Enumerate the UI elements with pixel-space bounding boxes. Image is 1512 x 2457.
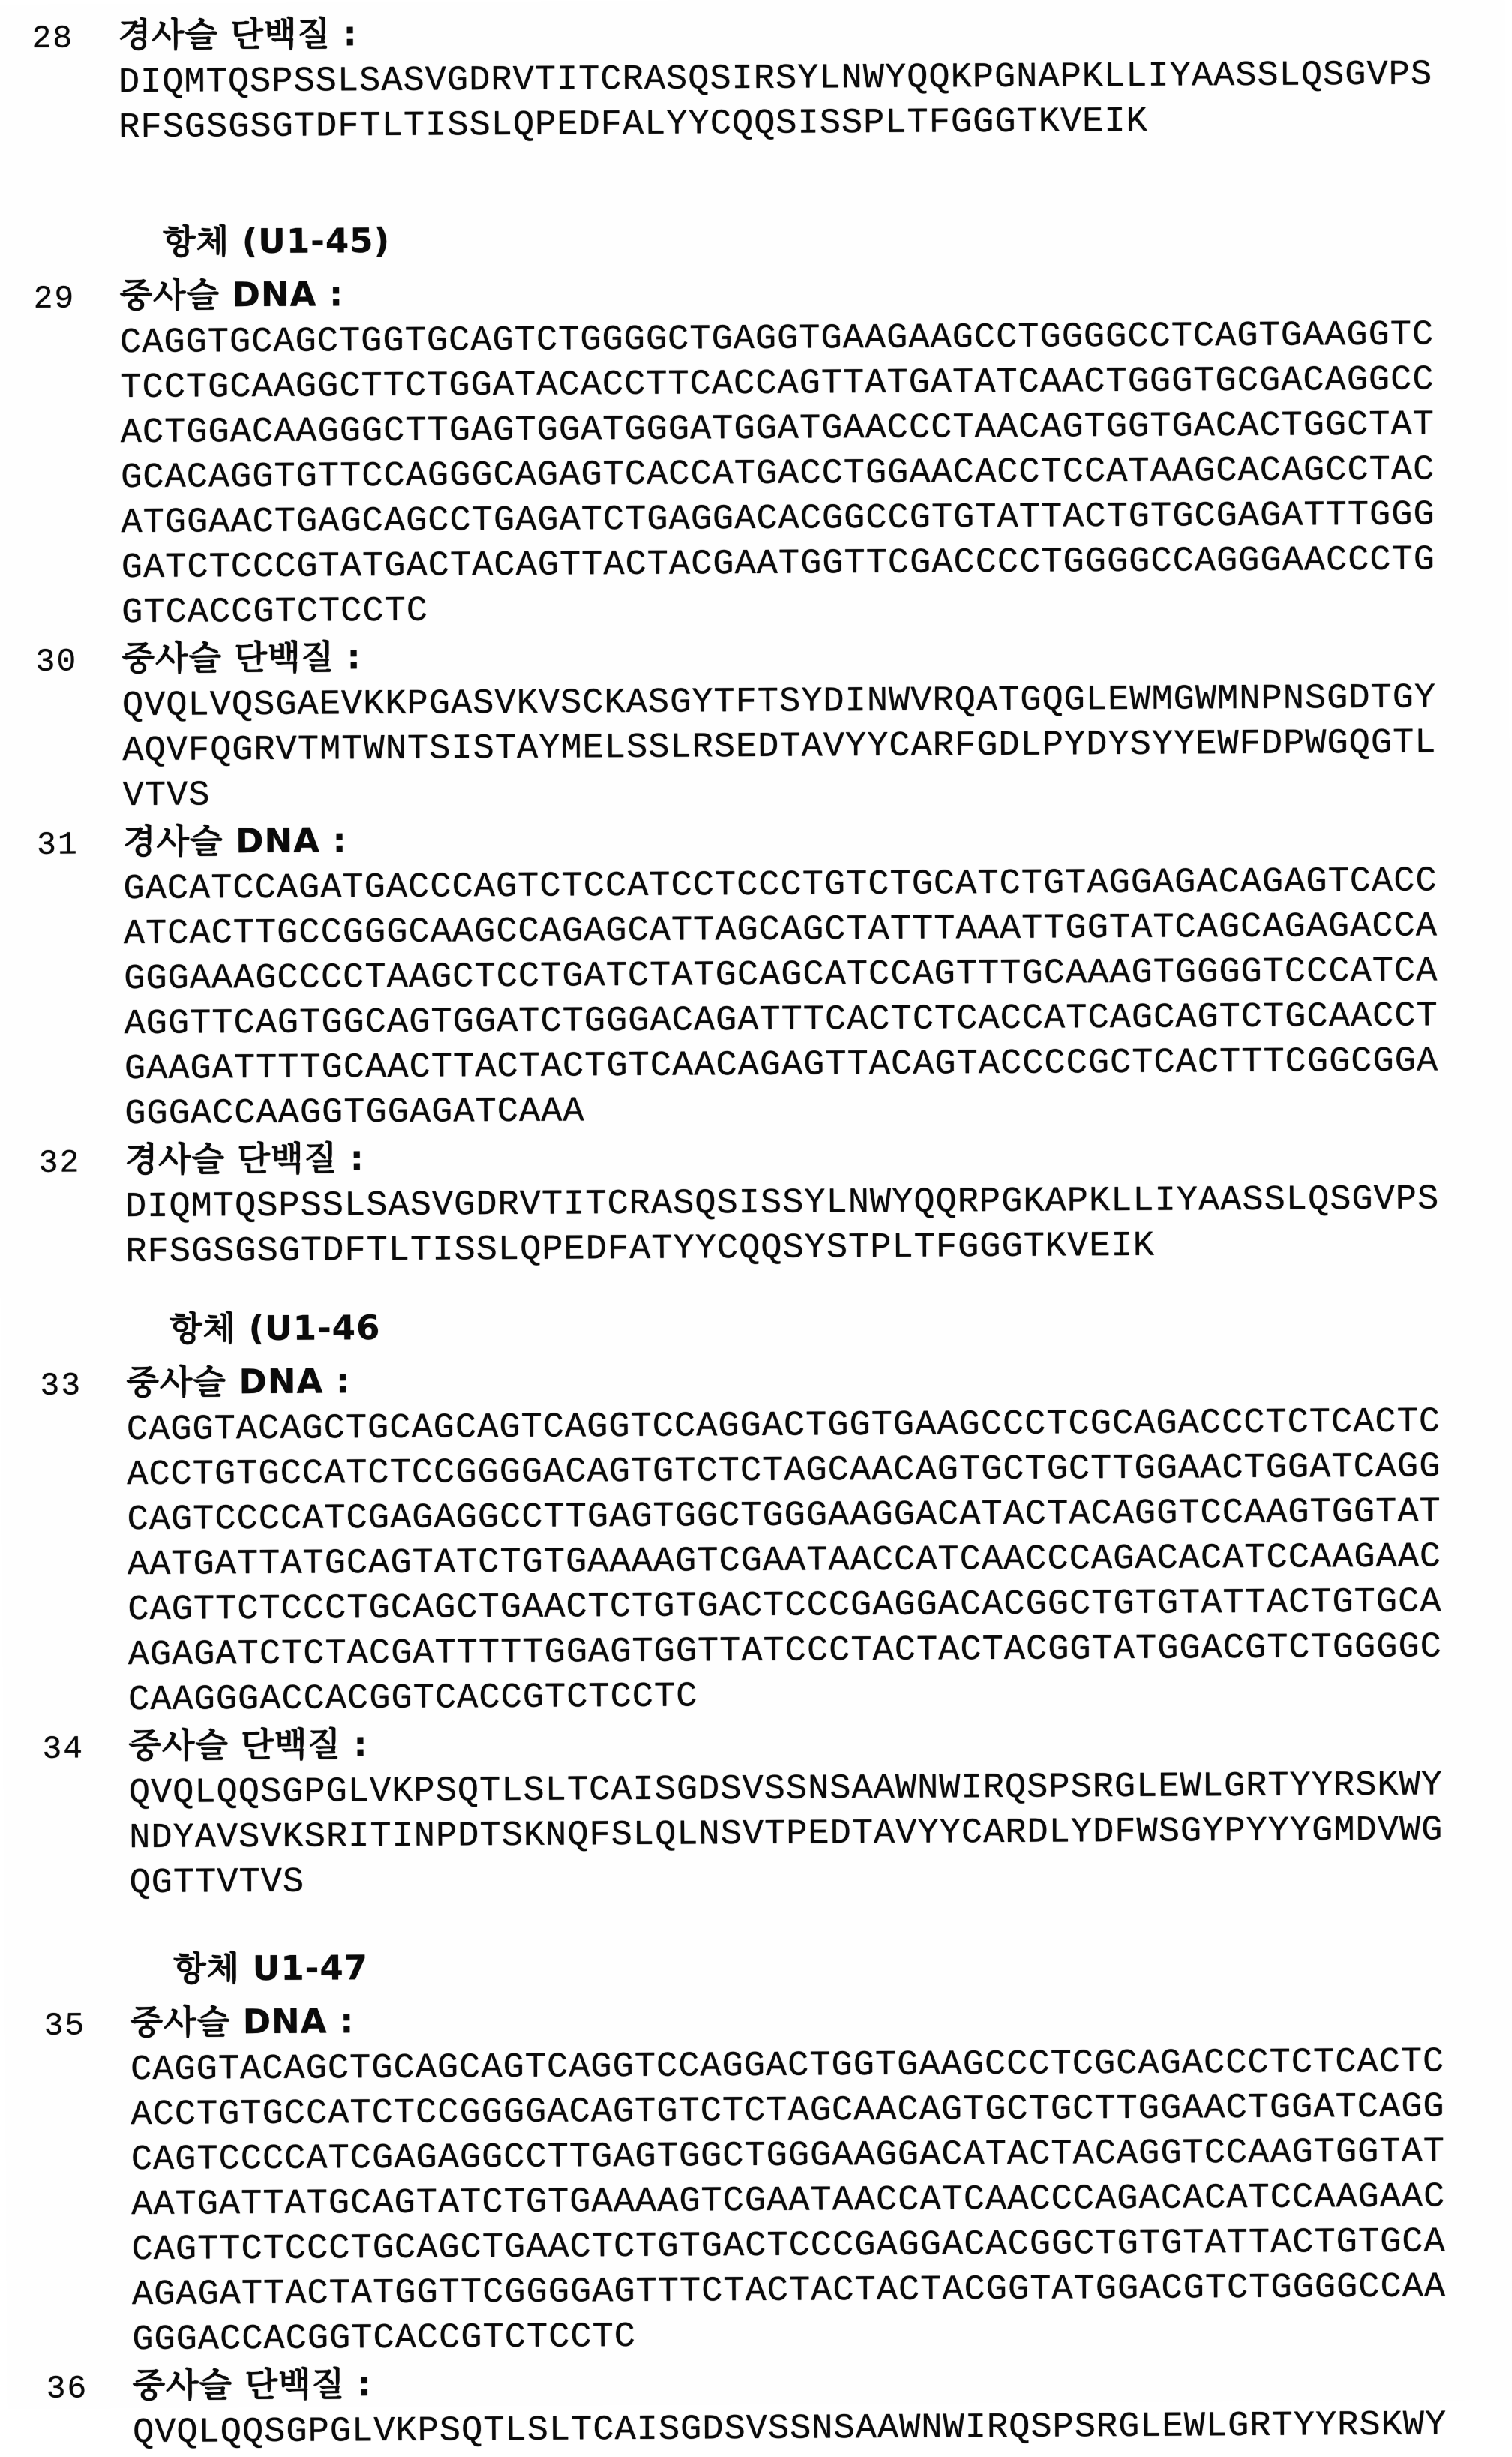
seq-item-header: [3, 1715, 1512, 1772]
dna-sequence-line: CAGTCCCCATCGAGAGGCCTTGAGTGGCTGGGAAGGACATACTACAGGTCCAAGTGGTAT: [127, 1492, 1442, 1541]
item-label: 중사슬 DNA :: [119, 274, 344, 316]
protein-sequence-line: QGTTVTVS: [129, 1862, 305, 1904]
dna-sequence-line: CAGGTACAGCTGCAGCAGTCAGGTCCAGGACTGGTGAAGCCCTCGCAGACCCTCTCACTC: [126, 1402, 1442, 1451]
protein-sequence-line: RFSGSGSGTDFTLTISSLQPEDFALYYCQQSISSPLTFGGGTKVEIK: [118, 101, 1148, 149]
protein-sequence-line: RFSGSGSGTDFTLTISSLQPEDFATYYCQQSYSTPLTFGGGTKVEIK: [125, 1226, 1156, 1273]
item-label: 중사슬 단백질 :: [128, 1724, 368, 1766]
dna-sequence-line: CAGTTCTCCCTGCAGCTGAACTCTGTGACTCCCGAGGACACGGCTGTGTATTACTGTGCA: [131, 2222, 1446, 2271]
dna-sequence-line: ATCACTTGCCGGGCAAGCCAGAGCATTAGCAGCTATTTAAATTGGTATCAGCAGAGACCA: [123, 906, 1438, 955]
seq-item-34: [3, 1715, 1512, 1907]
dna-sequence-line: GATCTCCCGTATGACTACAGTTACTACGAATGGTTCGACCCCTGGGGCCAGGGAACCCTG: [121, 540, 1436, 589]
item-number: 31: [36, 826, 79, 864]
protein-sequence-line: QVQLVQSGAEVKKPGASVKVSCKASGYTFTSYDINWVRQATGQGLEWMGWMNPNSGDTGY: [122, 678, 1437, 727]
item-number: 30: [35, 643, 78, 680]
item-label: 중사슬 DNA :: [130, 2001, 355, 2043]
item-number: 32: [38, 1144, 81, 1182]
dna-sequence-line: TCCTGCAAGGCTTCTGGATACACCTTCACCAGTTATGATATCAACTGGGTGCGACAGGCC: [120, 360, 1435, 409]
dna-sequence-line: GTCACCGTCTCCTC: [122, 591, 429, 634]
dna-sequence-line: CAGTCCCCATCGAGAGGCCTTGAGTGGCTGGGAAGGACATACTACAGGTCCAAGTGGTAT: [130, 2132, 1446, 2181]
dna-sequence-line: AGAGATTACTATGGTTCGGGGAGTTTCTACTACTACTACGGTATGGACGTCTGGGGCCAA: [131, 2267, 1447, 2316]
dna-sequence-line: GAAGATTTTGCAACTTACTACTGTCAACAGAGTTACAGTACCCCGCTCACTTTCGGCGGA: [124, 1041, 1439, 1090]
dna-sequence-line: GGGACCAAGGTGGAGATCAAA: [124, 1092, 585, 1135]
dna-sequence-line: AGGTTCAGTGGCAGTGGATCTGGGACAGATTTCACTCTCACCATCAGCAGTCTGCAACCT: [124, 996, 1438, 1045]
item-label: 중사슬 단백질 :: [122, 637, 362, 679]
dna-sequence-line: CAGGTGCAGCTGGTGCAGTCTGGGGCTGAGGTGAAGAAGCCTGGGGCCTCAGTGAAGGTC: [119, 315, 1435, 364]
item-label: 경사슬 단백질 :: [118, 14, 358, 56]
dna-sequence-line: ACCTGTGCCATCTCCGGGGACAGTGTCTCTAGCAACAGTGCTGCTTGGAACTGGATCAGG: [127, 1447, 1442, 1496]
seq-item-32: [0, 1129, 1512, 1276]
dna-sequence-line: ACTGGACAAGGGCTTGAGTGGATGGGATGGATGAACCCTAACAGTGGTGACACTGGCTAT: [120, 405, 1436, 454]
seq-item-36: [7, 2355, 1512, 2457]
dna-sequence-line: CAGTTCTCCCTGCAGCTGAACTCTGTGACTCCCGAGGACACGGCTGTGTATTACTGTGCA: [128, 1582, 1442, 1631]
item-number: 28: [32, 20, 74, 57]
antibody-name: 항체 (U1-45): [163, 220, 391, 262]
seq-item-33: [1, 1352, 1512, 1724]
protein-sequence-line: QVQLQQSGPGLVKPSQTLSLTCAISGDSVSSNSAAWNWIRQSPSRGLEWLGRTYYRSKWY: [128, 1765, 1444, 1814]
dna-sequence-line: AATGATTATGCAGTATCTGTGAAAAGTCGAATAACCATCAACCCAGACACATCCAAGAAC: [127, 1537, 1442, 1586]
item-label: 중사슬 단백질 :: [132, 2364, 372, 2406]
seq-item-30: [0, 628, 1510, 820]
protein-sequence-line: NDYAVSVKSRITINPDTSKNQFSLQLNSVTPEDTAVYYCARDLYDFWSGYPYYYGMDVWG: [129, 1810, 1444, 1859]
protein-sequence-line: VTVS: [122, 776, 211, 817]
protein-sequence-line: QVQLQQSGPGLVKPSQTLSLTCAISGDSVSSNSAAWNWIRQSPSRGLEWLGRTYYRSKWY: [132, 2405, 1448, 2454]
seq-item-header: [7, 2355, 1512, 2412]
dna-sequence-line: AATGATTATGCAGTATCTGTGAAAAGTCGAATAACCATCAACCCAGACACATCCAAGAAC: [130, 2177, 1446, 2226]
dna-sequence-line: ACCTGTGCCATCTCCGGGGACAGTGTCTCTAGCAACAGTGCTGCTTGGAACTGGATCAGG: [130, 2087, 1445, 2136]
dna-sequence-line: CAGGTACAGCTGCAGCAGTCAGGTCCAGGACTGGTGAAGCCCTCGCAGACCCTCTCACTC: [130, 2042, 1445, 2091]
protein-sequence-line: DIQMTQSPSSLSASVGDRVTITCRASQSISSYLNWYQQRPGKAPKLLIYAASSLQSGVPS: [124, 1179, 1440, 1228]
item-label: 경사슬 DNA :: [122, 820, 347, 862]
dna-sequence-line: CAAGGGACCACGGTCACCGTCTCCTC: [128, 1677, 698, 1721]
seq-item-header: [4, 1992, 1512, 2049]
dna-sequence-line: GCACAGGTGTTCCAGGGCAGAGTCACCATGACCTGGAACACCTCCATAAGCACAGCCTAC: [120, 450, 1436, 499]
seq-item-28: [0, 5, 1505, 152]
seq-item-35: [4, 1992, 1512, 2364]
dna-sequence-line: GGGAAAGCCCCTAAGCTCCTGATCTATGCAGCATCCAGTTTGCAAAGTGGGGTCCCATCA: [124, 951, 1438, 1000]
protein-sequence-line: DIQMTQSPSSLSASVGDRVTITCRASQSIRSYLNWYQQKPGNAPKLLIYAASSLQSGVPS: [118, 55, 1433, 104]
item-number: 36: [46, 2370, 88, 2407]
dna-sequence-line: GACATCCAGATGACCCAGTCTCCATCCTCCCTGTCTGCATCTGTAGGAGACAGAGTCACC: [123, 861, 1438, 910]
item-number: 34: [42, 1730, 85, 1768]
antibody-name: 항체 (U1-46: [169, 1308, 381, 1349]
item-label: 중사슬 DNA :: [126, 1361, 351, 1403]
dna-sequence-line: AGAGATCTCTACGATTTTTGGAGTGGTTATCCCTACTACTACGGTATGGACGTCTGGGGC: [128, 1627, 1443, 1676]
antibody-heading: [4, 1939, 1512, 2001]
protein-sequence-line: AQVFQGRVTMTWNTSISTAYMELSSLRSEDTAVYYCARFGDLPYDYSYYEWFDPWGQGTL: [122, 723, 1437, 772]
seq-item-29: [0, 265, 1508, 637]
dna-sequence-line: GGGACCACGGTCACCGTCTCCTC: [132, 2317, 637, 2361]
sequence-sections: [0, 5, 1512, 2457]
seq-item-31: [0, 811, 1511, 1138]
dna-sequence-line: ATGGAACTGAGCAGCCTGAGATCTGAGGACACGGCCGTGTATTACTGTGCGAGATTTGGG: [121, 495, 1436, 544]
item-number: 29: [33, 280, 76, 317]
item-number: 33: [40, 1367, 82, 1404]
item-number: 35: [44, 2007, 86, 2044]
antibody-heading: [0, 212, 1506, 274]
antibody-name: 항체 U1-47: [173, 1948, 369, 1989]
item-label: 경사슬 단백질 :: [124, 1138, 364, 1180]
antibody-heading: [1, 1299, 1512, 1361]
